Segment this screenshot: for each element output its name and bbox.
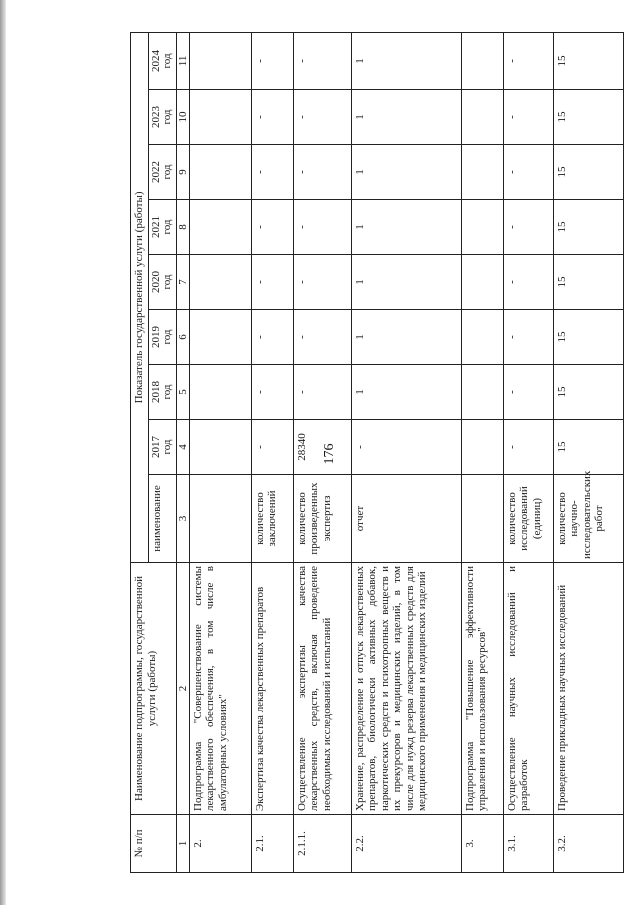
row-value: - [251,32,293,89]
row-name: Хранение, распределение и отпуск лекарственных препаратов, биологически активных добавок, наркотических средств и психотропных веществ и их прекурсоров и медицинских изделий, в том числе для нужд резерва лекарственных средств для медицинского применения и медицинских изделий [351,563,461,815]
header-year [148,365,176,420]
row-value [461,255,503,310]
column-number: 6 [176,310,189,365]
header-year-unit: год [160,384,173,400]
table-row [461,32,503,872]
column-number: 9 [176,145,189,200]
column-number: 1 [176,815,189,873]
table-row [553,32,623,872]
row-value: 1 [351,90,461,145]
column-number: 3 [176,475,189,563]
row-number: 2.1.1. [293,815,351,873]
row-value: - [293,145,351,200]
row-value: - [293,365,351,420]
header-year-value: 2024 [149,49,162,72]
row-value: 1 [351,310,461,365]
row-value: - [503,365,553,420]
row-value: - [503,90,553,145]
header-year [148,32,176,89]
row-name: Проведение прикладных научных исследований [553,563,623,815]
header-year-unit: год [160,329,173,345]
row-value [189,90,251,145]
row-value: - [503,420,553,475]
row-value [461,145,503,200]
header-year-unit: год [160,274,173,290]
row-value: - [251,145,293,200]
column-number: 4 [176,420,189,475]
header-year [148,420,176,475]
row-value: 1 [351,32,461,89]
row-value: 1 [351,200,461,255]
row-value: - [251,90,293,145]
row-value: - [251,365,293,420]
column-number: 10 [176,90,189,145]
header-year-unit: год [160,219,173,235]
row-number: 3. [461,815,503,873]
table-row [351,32,461,872]
header-year-value: 2021 [149,216,162,238]
header-year-value: 2017 [149,436,162,458]
scan-edge [0,0,6,905]
row-number: 2. [189,815,251,873]
row-indicator: количество произведенных экспертиз [293,475,351,563]
row-value: 1 [351,255,461,310]
row-value: - [503,145,553,200]
row-number: 2.2. [351,815,461,873]
row-value [189,310,251,365]
row-value: 15 [553,200,623,255]
column-number: 11 [176,32,189,89]
rotated-table-wrapper [130,33,640,873]
row-value: - [293,310,351,365]
row-value [461,365,503,420]
row-value: 1 [351,145,461,200]
header-col-no: № п/п [131,815,177,873]
header-indicator-group: Показатель государственной услуги (работы) [131,32,149,562]
row-value: - [351,420,461,475]
row-value: 15 [553,310,623,365]
row-number: 2.1. [251,815,293,873]
row-number: 3.2. [553,815,623,873]
header-year [148,200,176,255]
header-year-value: 2023 [149,106,162,128]
row-value: 1 [351,365,461,420]
column-number: 8 [176,200,189,255]
row-number: 3.1. [503,815,553,873]
program-indicators-table [130,32,624,873]
row-indicator: количество заключений [251,475,293,563]
row-value [189,145,251,200]
row-name: Подпрограмма "Совершенствование системы лекарственного обеспечения, в том числе в амбулаторных условиях" [189,563,251,815]
column-numbers-row [176,32,189,872]
row-indicator: количество исследований (единиц) [503,475,553,563]
row-name: Осуществление научных исследований и разработок [503,563,553,815]
row-value: - [251,420,293,475]
row-value: 15 [553,365,623,420]
row-value: - [293,90,351,145]
row-value: - [251,310,293,365]
header-year [148,90,176,145]
header-year-unit: год [160,109,173,125]
row-value [189,32,251,89]
header-year [148,145,176,200]
row-value [461,310,503,365]
header-year-unit: год [160,439,173,455]
header-col-indicator: наименование [148,475,176,563]
row-value [461,90,503,145]
row-indicator [461,475,503,563]
row-value: - [293,200,351,255]
table-row [293,32,351,872]
row-value [461,420,503,475]
header-year-value: 2020 [149,271,162,293]
row-value: 15 [553,255,623,310]
row-value: - [503,255,553,310]
column-number: 5 [176,365,189,420]
column-number: 2 [176,563,189,815]
row-value: - [293,32,351,89]
row-value: - [503,310,553,365]
row-value [461,32,503,89]
row-value [189,255,251,310]
table-row [251,32,293,872]
row-value: - [251,255,293,310]
page-number: 176 [322,443,337,465]
row-value: 15 [553,145,623,200]
table-row [189,32,251,872]
row-value [189,420,251,475]
row-value [189,365,251,420]
row-value [461,200,503,255]
row-value: - [293,255,351,310]
header-col-name: Наименование подпрограммы, государственной услуги (работы) [131,563,177,815]
header-year [148,310,176,365]
row-indicator: отчет [351,475,461,563]
column-number: 7 [176,255,189,310]
row-indicator: количество научно-исследовательских работ [553,475,623,563]
row-name: Подпрограмма "Повышение эффективности управления и использования ресурсов" [461,563,503,815]
row-value: 15 [553,32,623,89]
header-year-value: 2019 [149,326,162,348]
header-year-unit: год [160,53,173,69]
row-value: 15 [553,420,623,475]
row-value: - [503,200,553,255]
row-name: Осуществление экспертизы качества лекарственных средств, включая проведение необходимых исследований и испытаний [293,563,351,815]
header-year-value: 2018 [149,381,162,403]
row-value: - [503,32,553,89]
row-name: Экспертиза качества лекарственных препаратов [251,563,293,815]
row-value: - [251,200,293,255]
row-value: 15 [553,90,623,145]
header-year [148,255,176,310]
row-indicator [189,475,251,563]
table-row [503,32,553,872]
row-value: 28340 [293,420,351,475]
row-value [189,200,251,255]
header-year-value: 2022 [149,161,162,183]
header-year-unit: год [160,164,173,180]
